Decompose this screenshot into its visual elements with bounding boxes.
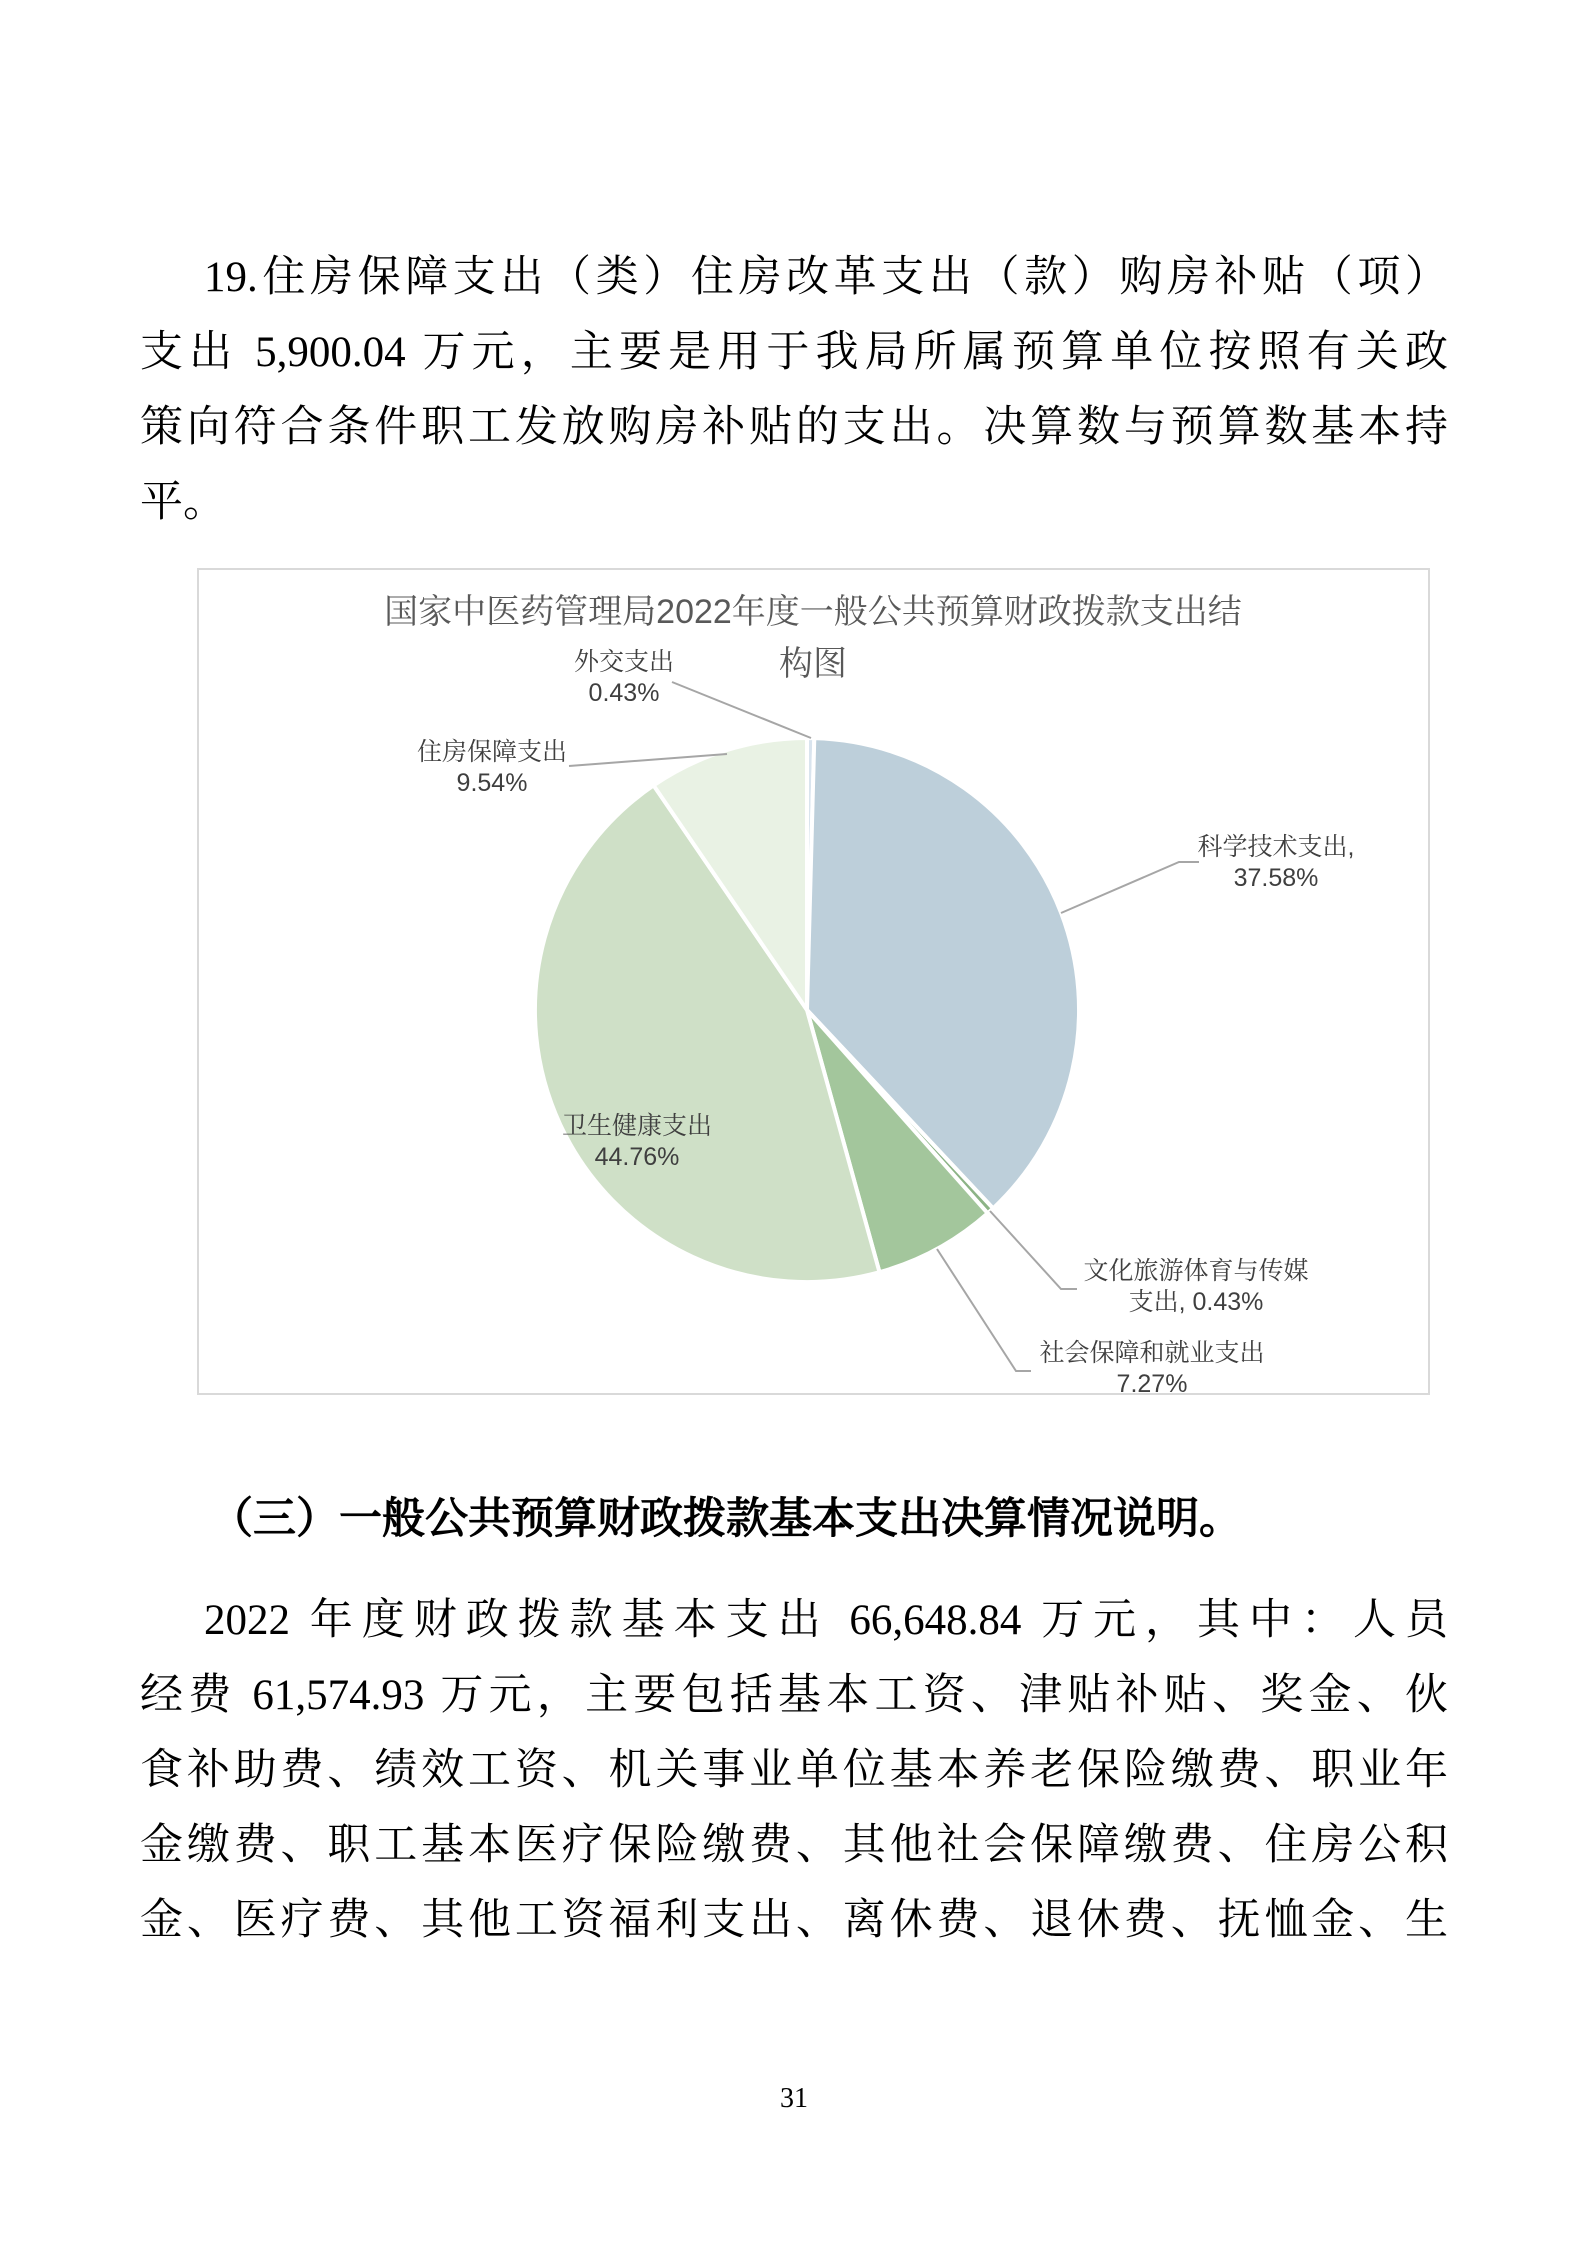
page-number: 31	[780, 2083, 808, 2114]
leader-line-culture-tourism-sports-media	[990, 1211, 1077, 1289]
paragraph-basic-expenditure	[140, 1583, 1448, 1958]
text-line: 平。	[140, 479, 226, 526]
slice-label-line: 卫生健康支出	[561, 1112, 713, 1140]
text-line: 经费 61,574.93 万元，主要包括基本工资、津贴补贴、奖金、伙	[140, 1672, 1448, 1719]
chart-title-line: 构图	[779, 645, 847, 683]
chart-title	[333, 586, 1293, 690]
chart-title-line: 国家中医药管理局2022年度一般公共预算财政拨款支出结	[384, 593, 1242, 631]
text-line: 2022 年度财政拨款基本支出 66,648.84 万元，其中：人员	[204, 1597, 1448, 1644]
slice-label-line: 7.27%	[1116, 1370, 1188, 1398]
slice-label-housing	[417, 737, 567, 799]
slice-label-line: 科学技术支出,	[1197, 833, 1355, 861]
text-line: 19.住房保障支出（类）住房改革支出（款）购房补贴（项）	[204, 254, 1448, 301]
slice-label-science-tech	[1198, 832, 1355, 894]
slice-label-line: 0.43%	[588, 679, 660, 707]
slice-label-line: 社会保障和就业支出	[1039, 1339, 1265, 1367]
slice-label-diplomacy	[574, 647, 674, 709]
text-line: 食补助费、绩效工资、机关事业单位基本养老保险缴费、职业年	[140, 1747, 1448, 1794]
slice-label-line: 外交支出	[573, 648, 675, 676]
section-heading: （三）一般公共预算财政拨款基本支出决算情况说明。	[210, 1496, 1242, 1543]
slice-label-line: 37.58%	[1233, 864, 1319, 892]
leader-line-diplomacy	[672, 682, 811, 738]
slice-label-line: 44.76%	[594, 1143, 680, 1171]
text-line: 金缴费、职工基本医疗保险缴费、其他社会保障缴费、住房公积	[140, 1822, 1448, 1869]
slice-label-social-security-employment	[1039, 1338, 1264, 1400]
paragraph-housing-subsidy	[140, 240, 1448, 540]
text-line: 支出 5,900.04 万元，主要是用于我局所属预算单位按照有关政	[140, 329, 1448, 376]
slice-label-line: 文化旅游体育与传媒	[1083, 1257, 1309, 1285]
slice-label-culture-tourism-sports-media	[1083, 1256, 1308, 1318]
slice-label-line: 9.54%	[456, 769, 528, 797]
slice-label-line: 支出, 0.43%	[1128, 1288, 1264, 1316]
text-line: 金、医疗费、其他工资福利支出、离休费、退休费、抚恤金、生	[140, 1897, 1448, 1944]
slice-label-line: 住房保障支出	[416, 738, 568, 766]
text-line: 策向符合条件职工发放购房补贴的支出。决算数与预算数基本持	[140, 404, 1448, 451]
slice-label-health	[562, 1111, 712, 1173]
leader-line-science-tech	[1061, 862, 1199, 913]
leader-line-social-security-employment	[937, 1249, 1031, 1371]
expenditure-pie-chart	[197, 568, 1430, 1398]
